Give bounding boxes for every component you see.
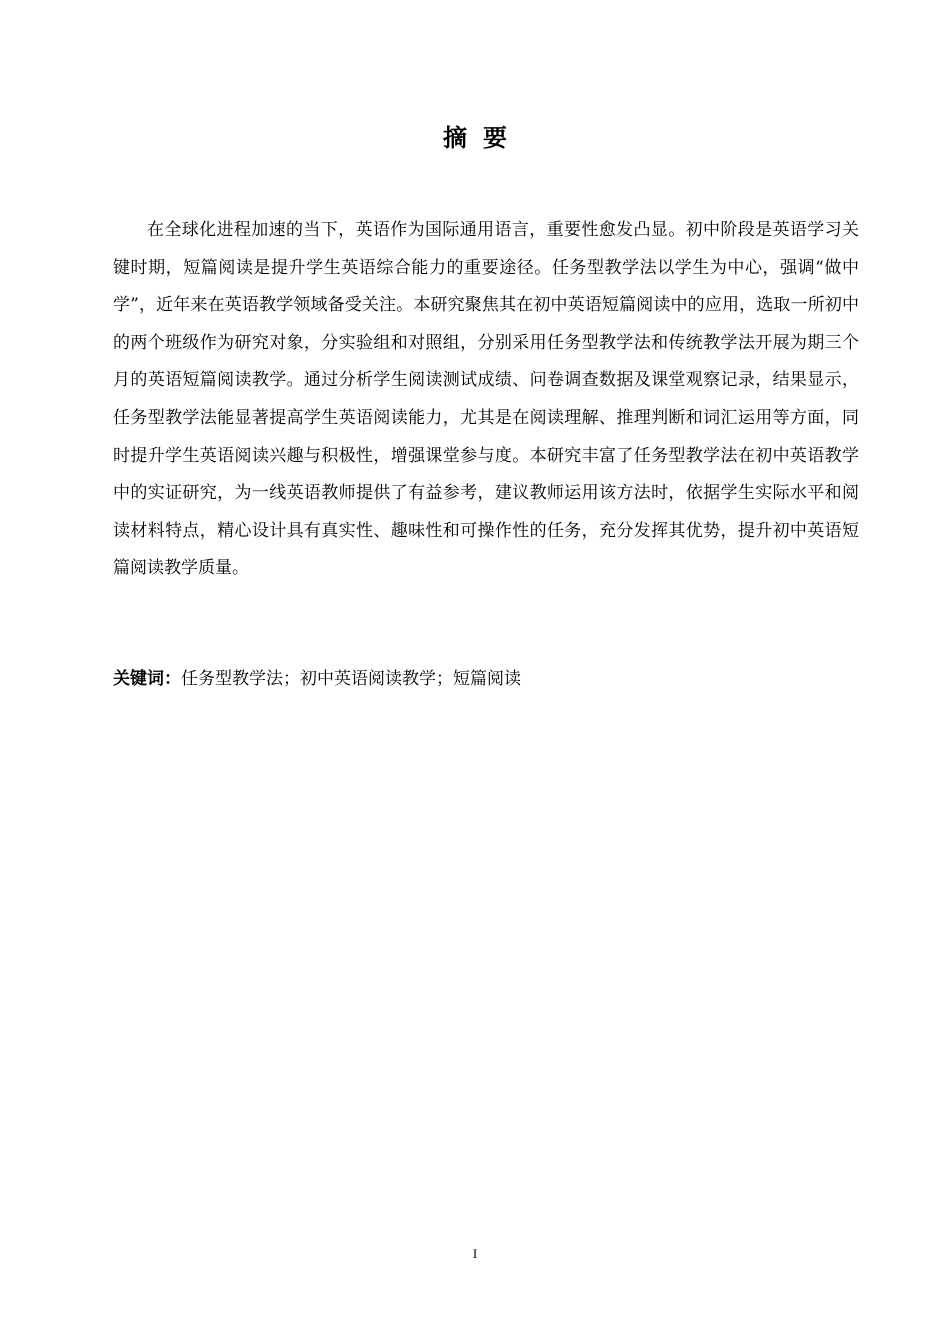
keywords-text: 任务型教学法；初中英语阅读教学；短篇阅读	[181, 669, 521, 689]
keywords-label: 关键词：	[113, 669, 181, 689]
keywords-line	[113, 661, 859, 699]
page-title: 摘要	[443, 124, 523, 152]
abstract-paragraph: 在全球化进程加速的当下，英语作为国际通用语言，重要性愈发凸显。初中阶段是英语学习关键时期，短篇阅读是提升学生英语综合能力的重要途径。任务型教学法以学生为中心，强调“做中学”，近年来在英语教学领域备受关注。本研究聚焦其在初中英语短篇阅读中的应用，选取一所初中的两个班级作为研究对象，分实验组和对照组，分别采用任务型教学法和传统教学法开展为期三个月的英语短篇阅读教学。通过分析学生阅读测试成绩、问卷调查数据及课堂观察记录，结果显示，任务型教学法能显著提高学生英语阅读能力，尤其是在阅读理解、推理判断和词汇运用等方面，同时提升学生英语阅读兴趣与积极性，增强课堂参与度。本研究丰富了任务型教学法在初中英语教学中的实证研究，为一线英语教师提供了有益参考，建议教师运用该方法时，依据学生实际水平和阅读材料特点，精心设计具有真实性、趣味性和可操作性的任务，充分发挥其优势，提升初中英语短篇阅读教学质量。	[113, 220, 859, 579]
page-number: I	[472, 1246, 478, 1261]
